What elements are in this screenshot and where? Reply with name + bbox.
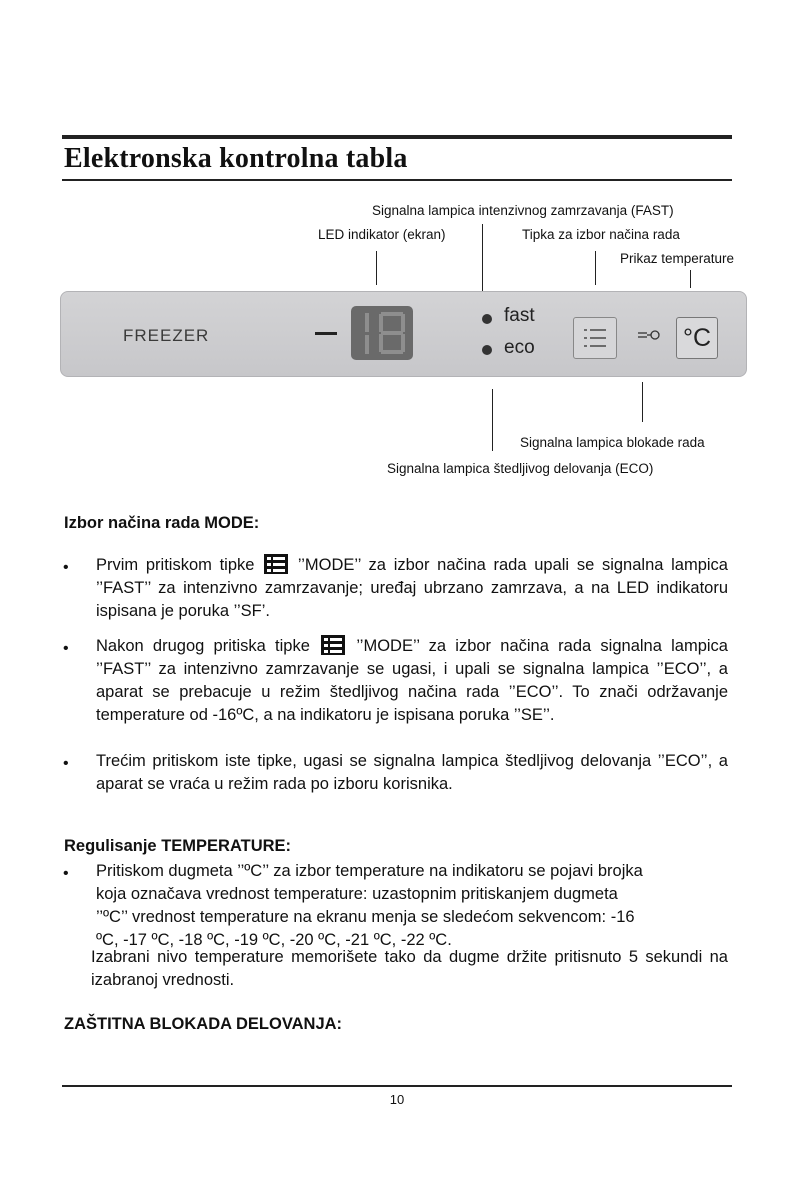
leader-fast [482, 224, 483, 292]
mode-heading: Izbor načina rada MODE: [64, 514, 260, 532]
minus-sign [315, 332, 337, 335]
temperature-bullet [96, 860, 728, 952]
segment-8-ul [379, 314, 383, 332]
temperature-note: Izabrani nivo temperature memorišete tako da dugme držite pritisnuto 5 sekundi na izabranoj vrednosti. [91, 948, 728, 989]
leader-mode [595, 251, 596, 285]
mode-bullet-2-rest: ’’MODE’’ za izbor načina rada signalna lampica ’’FAST’’ za intenzivno zamrzavanje se ugasi, i upali se signalna lampica ’’ECO’’, a aparat se prebacuje u režim štedljivog načina rada ’’ECO’’. To znači održavanje temperature od -16ºC, a na indikatoru je ispisana poruka ’’SE’’. [96, 637, 728, 724]
callout-mode-button: Tipka za izbor načina rada [522, 227, 680, 242]
leader-eco [492, 389, 493, 451]
temperature-line-4: ºC, -17 ºC, -18 ºC, -19 ºC, -20 ºC, -21 ºC, -22 ºC. [96, 931, 452, 949]
callout-eco-lamp: Signalna lampica štedljivog delovanja (ECO) [387, 461, 654, 476]
freezer-label: FREEZER [123, 326, 210, 345]
leader-lock [642, 382, 643, 422]
list-icon [264, 554, 288, 574]
bullet-dot: • [63, 865, 69, 882]
mode-bullet-2-start: Nakon drugog pritiska tipke [96, 637, 310, 655]
temperature-line-3: ’’ºC’’ vrednost temperature na ekranu menja se sledećom sekvencom: -16 [96, 908, 635, 926]
lock-heading: ZAŠTITNA BLOKADA DELOVANJA: [64, 1015, 343, 1033]
page-title: Elektronska kontrolna tabla [64, 143, 408, 174]
title-underline [62, 179, 732, 181]
key-icon [637, 327, 661, 343]
list-icon [574, 318, 616, 358]
segment-8-top [381, 312, 403, 316]
mode-bullet-1-start: Prvim pritiskom tipke [96, 556, 255, 574]
control-panel [60, 291, 747, 377]
top-rule [62, 135, 732, 139]
temperature-line-1: Pritiskom dugmeta ’’ºC’’ za izbor temperature na indikatoru se pojavi brojka [96, 862, 643, 880]
mode-bullet-1-rest: ’’MODE’’ za izbor načina rada upali se signalna lampica ’’FAST’’ za intenzivno zamrzavanje; uređaj ubrzano zamrzava, a na LED indikatoru ispisana je poruka ’’SF’. [96, 556, 728, 620]
callout-lock-lamp: Signalna lampica blokade rada [520, 435, 705, 450]
temperature-line-2: koja označava vrednost temperature: uzastopnim pritiskanjem dugmeta [96, 885, 618, 903]
callout-temp-display: Prikaz temperature [620, 251, 735, 266]
segment-8-mid [381, 331, 403, 335]
bullet-dot: • [63, 755, 69, 772]
leader-led [376, 251, 377, 285]
segment-1-upper [365, 313, 369, 332]
fast-lamp-dot [482, 314, 492, 324]
segment-8-ur [401, 314, 405, 332]
mode-bullet-1 [96, 554, 728, 623]
bullet-dot: • [63, 640, 69, 657]
footer-rule [62, 1085, 732, 1087]
mode-button[interactable] [573, 317, 617, 359]
mode-bullet-2 [96, 635, 728, 727]
temperature-button[interactable]: °C [676, 317, 718, 359]
callout-fast-lamp: Signalna lampica intenzivnog zamrzavanja (FAST) [372, 203, 674, 218]
bullet-dot: • [63, 559, 69, 576]
temperature-heading: Regulisanje TEMPERATURE: [64, 837, 292, 855]
eco-lamp-dot [482, 345, 492, 355]
segment-1-lower [365, 335, 369, 354]
list-icon [321, 635, 345, 655]
segment-8-bottom [381, 350, 403, 354]
leader-temp [690, 270, 691, 288]
callout-led-indicator: LED indikator (ekran) [318, 227, 446, 242]
mode-bullet-3: Trećim pritiskom iste tipke, ugasi se signalna lampica štedljivog delovanja ’’ECO’’, a aparat se vraća u režim rada po izboru korisnika. [96, 752, 728, 793]
page-number: 10 [389, 1092, 405, 1107]
fast-lamp-label: fast [504, 305, 535, 326]
led-display [351, 306, 413, 360]
eco-lamp-label: eco [504, 337, 535, 358]
